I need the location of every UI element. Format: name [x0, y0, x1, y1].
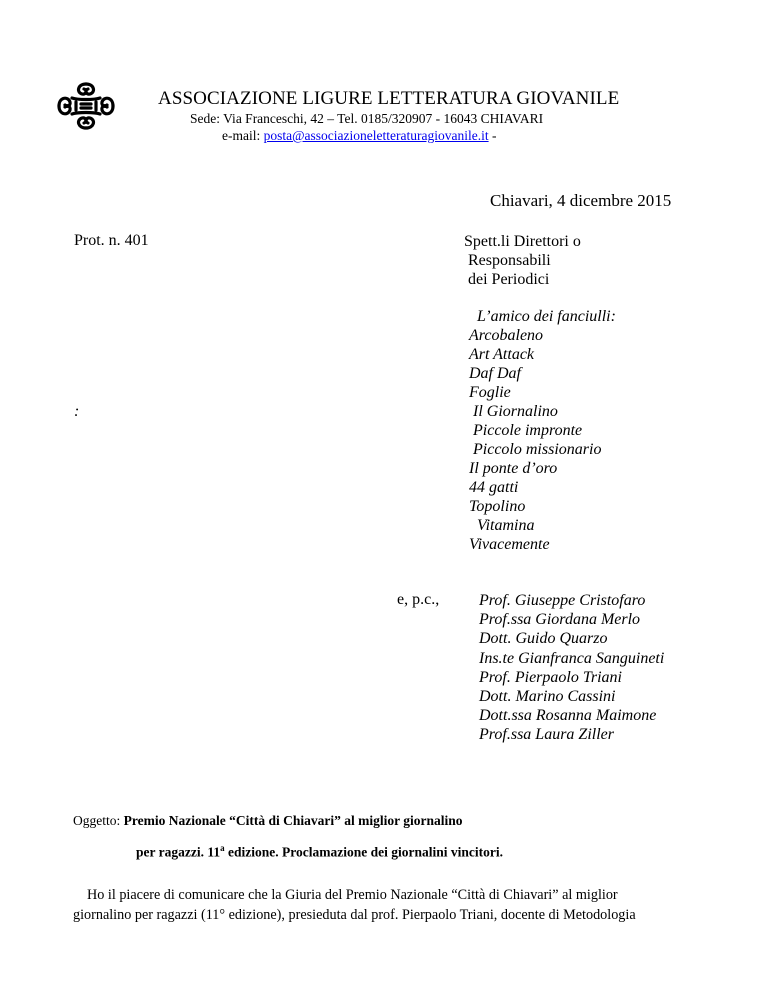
- protocol-number: Prot. n. 401: [74, 232, 149, 249]
- body-line: Ho il piacere di comunicare che la Giuria del Premio Nazionale “Città di Chiavari” al miglior: [87, 887, 618, 903]
- list-item: Arcobaleno: [469, 327, 544, 344]
- list-item: Topolino: [469, 498, 526, 515]
- subject-label: Oggetto:: [73, 813, 124, 828]
- list-item: Dott. Guido Quarzo: [479, 630, 608, 648]
- list-item: Daf Daf: [469, 365, 521, 382]
- periodicals-list: [469, 307, 616, 554]
- list-item: Dott.ssa Rosanna Maimone: [479, 707, 657, 725]
- recipients-block: [464, 232, 581, 289]
- recipient-line: dei Periodici: [464, 271, 550, 288]
- list-item: Il Giornalino: [469, 403, 558, 420]
- subject-text: per ragazzi. 11: [136, 844, 221, 860]
- subject-text-end: edizione. Proclamazione dei giornalini vincitori.: [224, 844, 503, 860]
- list-item: Piccolo missionario: [469, 441, 602, 458]
- list-item: Ins.te Gianfranca Sanguineti: [479, 649, 665, 667]
- email-label: e-mail:: [222, 128, 264, 143]
- org-email-line: [222, 128, 496, 144]
- association-logo-icon: [54, 80, 118, 132]
- email-suffix: -: [488, 128, 497, 143]
- list-item: Foglie: [469, 384, 511, 401]
- subject-line-1: [73, 813, 462, 829]
- cc-label: e, p.c.,: [397, 591, 440, 608]
- list-item: Prof. Giuseppe Cristofaro: [479, 592, 646, 609]
- subject-superscript: a: [220, 843, 225, 853]
- list-item: 44 gatti: [469, 479, 519, 496]
- list-item: L’amico dei fanciulli:: [469, 308, 616, 325]
- letter-body: [73, 885, 697, 925]
- cc-list: [479, 591, 664, 745]
- colon-mark: :: [74, 403, 80, 420]
- list-item: Il ponte d’oro: [469, 460, 558, 477]
- body-line: giornalino per ragazzi (11° edizione), presieduta dal prof. Pierpaolo Triani, docente di Metodologia: [73, 907, 636, 923]
- recipient-line: Responsabili: [464, 252, 551, 269]
- org-title: ASSOCIAZIONE LIGURE LETTERATURA GIOVANILE: [158, 88, 620, 109]
- email-link[interactable]: posta@associazioneletteraturagiovanile.it: [263, 128, 489, 143]
- list-item: Prof.ssa Giordana Merlo: [479, 611, 641, 629]
- list-item: Vitamina: [469, 517, 535, 534]
- letter-date: Chiavari, 4 dicembre 2015: [490, 191, 672, 210]
- org-address: Sede: Via Franceschi, 42 – Tel. 0185/320907 - 16043 CHIAVARI: [190, 111, 544, 126]
- list-item: Piccole impronte: [469, 422, 583, 439]
- subject-title: Premio Nazionale “Città di Chiavari” al miglior giornalino: [123, 813, 463, 828]
- recipient-line: Spett.li Direttori o: [464, 233, 581, 250]
- list-item: Prof.ssa Laura Ziller: [479, 726, 614, 744]
- subject-line-2: [136, 843, 503, 861]
- list-item: Art Attack: [469, 346, 535, 363]
- list-item: Vivacemente: [469, 536, 550, 553]
- list-item: Prof. Pierpaolo Triani: [479, 668, 622, 686]
- list-item: Dott. Marino Cassini: [479, 688, 616, 706]
